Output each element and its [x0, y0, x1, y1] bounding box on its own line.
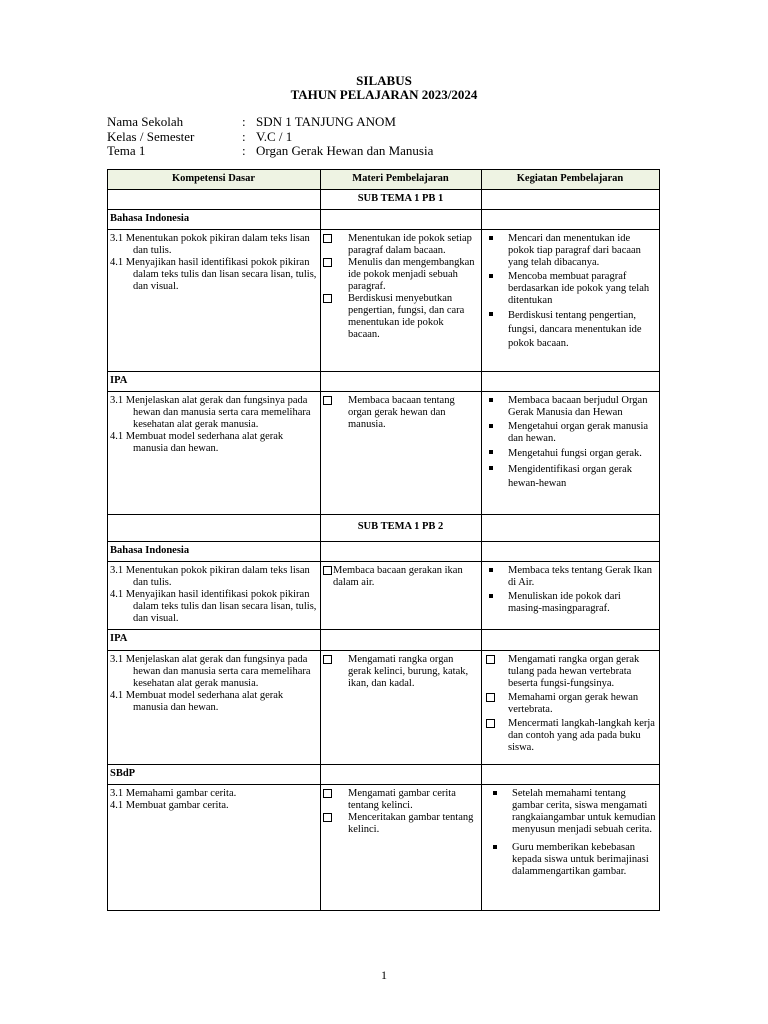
materi-cell	[321, 785, 482, 911]
checkbox-square-icon	[323, 258, 332, 267]
materi-text: Berdiskusi menyebutkan pengertian, fungsi, dan cara menentukan ide pokok bacaan.	[348, 293, 465, 340]
class-info-row	[107, 130, 433, 145]
list-item	[484, 421, 656, 445]
list-item	[323, 812, 478, 836]
list-item	[323, 654, 478, 690]
empty-cell	[321, 210, 482, 230]
table-row	[108, 785, 660, 911]
kd-cell	[108, 230, 321, 372]
info-separator: :	[242, 143, 246, 158]
checkbox-square-icon	[323, 396, 332, 405]
subject-row	[108, 765, 660, 785]
info-label: Kelas / Semester	[107, 128, 195, 144]
kd-item: 3.1 Menentukan pokok pikiran dalam teks lisan dan tulis.	[110, 233, 310, 256]
empty-cell	[321, 542, 482, 562]
bullet-square-icon	[489, 274, 493, 278]
list-item	[323, 233, 478, 257]
kd-cell	[108, 392, 321, 515]
kd-cell	[108, 785, 321, 911]
bullet-square-icon	[489, 236, 493, 240]
kegiatan-text: Mengamati rangka organ gerak tulang pada hewan vertebrata beserta fungsi-fungsinya.	[508, 654, 640, 689]
empty-cell	[482, 190, 660, 210]
theme-info-row	[107, 144, 433, 159]
kegiatan-text: Mencari dan menentukan ide pokok tiap paragraf dari bacaan yang telah dibacanya.	[508, 233, 641, 268]
kegiatan-cell	[482, 392, 660, 515]
kd-cell	[108, 651, 321, 765]
kegiatan-text: Membaca bacaan berjudul Organ Gerak Manusia dan Hewan	[508, 395, 648, 418]
checkbox-square-icon	[323, 813, 332, 822]
column-header-kd: Kompetensi Dasar	[108, 170, 321, 190]
info-value: V.C / 1	[256, 128, 293, 144]
subject-label: IPA	[108, 372, 321, 392]
kd-item: 4.1 Menyajikan hasil identifikasi pokok pikiran dalam teks tulis dan lisan secara lisan, tulis, dan visual.	[110, 257, 317, 292]
kegiatan-cell	[482, 562, 660, 630]
materi-text: Menulis dan mengembangkan ide pokok menjadi sebuah paragraf.	[348, 257, 475, 292]
empty-cell	[321, 372, 482, 392]
bullet-square-icon	[489, 424, 493, 428]
empty-cell	[482, 765, 660, 785]
table-row	[108, 562, 660, 630]
kd-item: 3.1 Memahami gambar cerita.	[110, 788, 237, 799]
kd-cell	[108, 562, 321, 630]
school-info-row	[107, 115, 433, 130]
school-info	[107, 115, 433, 159]
empty-cell	[321, 765, 482, 785]
materi-text: Menentukan ide pokok setiap paragraf dalam bacaan.	[348, 233, 472, 256]
kegiatan-text: Mengetahui organ gerak manusia dan hewan.	[508, 421, 649, 444]
empty-cell	[482, 630, 660, 651]
materi-text: Mengamati rangka organ gerak kelinci, burung, katak, ikan, dan kadal.	[348, 654, 469, 689]
kd-item: 3.1 Menjelaskan alat gerak dan fungsinya pada hewan dan manusia serta cara memelihara kesehatan alat gerak manusia.	[110, 395, 311, 430]
subject-label: Bahasa Indonesia	[108, 542, 321, 562]
list-item	[484, 591, 656, 615]
list-item	[484, 395, 656, 419]
list-item	[323, 395, 478, 431]
checkbox-square-icon	[323, 566, 332, 575]
materi-cell	[321, 562, 482, 630]
column-header-materi: Materi Pembelajaran	[321, 170, 482, 190]
kegiatan-cell	[482, 230, 660, 372]
kegiatan-text: Guru memberikan kebebasan kepada siswa untuk berimajinasi dalammengartikan gambar.	[512, 842, 649, 877]
empty-cell	[108, 515, 321, 542]
subtheme-label: SUB TEMA 1 PB 2	[321, 515, 482, 542]
list-item	[484, 692, 656, 716]
table-row	[108, 230, 660, 372]
kd-item: 4.1 Menyajikan hasil identifikasi pokok pikiran dalam teks tulis dan lisan secara lisan, tulis, dan visual.	[110, 589, 317, 624]
syllabus-table	[107, 169, 660, 911]
list-item	[484, 309, 656, 351]
materi-cell	[321, 651, 482, 765]
checkbox-square-icon	[323, 234, 332, 243]
subtheme-label: SUB TEMA 1 PB 1	[321, 190, 482, 210]
empty-cell	[482, 210, 660, 230]
empty-cell	[482, 372, 660, 392]
kegiatan-cell	[482, 651, 660, 765]
info-value: Organ Gerak Hewan dan Manusia	[256, 143, 434, 158]
list-item	[323, 293, 478, 341]
bullet-square-icon	[489, 594, 493, 598]
info-label: Tema 1	[107, 143, 146, 158]
checkbox-square-icon	[486, 719, 495, 728]
checkbox-square-icon	[323, 789, 332, 798]
kegiatan-text: Mencoba membuat paragraf berdasarkan ide pokok yang telah ditentukan	[508, 271, 650, 306]
list-item	[484, 654, 656, 690]
table-row	[108, 651, 660, 765]
document-subtitle: TAHUN PELAJARAN 2023/2024	[290, 87, 478, 102]
list-item	[484, 565, 656, 589]
column-header-kegiatan: Kegiatan Pembelajaran	[482, 170, 660, 190]
checkbox-square-icon	[486, 655, 495, 664]
bullet-square-icon	[489, 466, 493, 470]
empty-cell	[108, 190, 321, 210]
info-separator: :	[242, 128, 246, 144]
list-item	[323, 788, 478, 812]
info-value: SDN 1 TANJUNG ANOM	[256, 114, 396, 129]
subject-row	[108, 372, 660, 392]
subject-label: Bahasa Indonesia	[108, 210, 321, 230]
table-header-row	[108, 170, 660, 190]
kd-item: 3.1 Menjelaskan alat gerak dan fungsinya pada hewan dan manusia serta cara memelihara kesehatan alat gerak manusia.	[110, 654, 311, 689]
subtheme-row	[108, 515, 660, 542]
subject-label: IPA	[108, 630, 321, 651]
subject-row	[108, 542, 660, 562]
subject-row	[108, 210, 660, 230]
subject-label: SBdP	[108, 765, 321, 785]
kegiatan-text: Berdiskusi tentang pengertian, fungsi, dancara menentukan ide pokok bacaan.	[508, 310, 642, 349]
list-item	[484, 447, 656, 461]
materi-cell	[321, 392, 482, 515]
list-item	[488, 842, 656, 878]
info-label: Nama Sekolah	[107, 114, 184, 129]
materi-text: Membaca bacaan tentang organ gerak hewan dan manusia.	[348, 395, 455, 430]
bullet-square-icon	[493, 845, 497, 849]
empty-cell	[482, 542, 660, 562]
bullet-square-icon	[493, 791, 497, 795]
subtheme-row	[108, 190, 660, 210]
checkbox-square-icon	[323, 655, 332, 664]
bullet-square-icon	[489, 312, 493, 316]
document-title: SILABUS	[356, 73, 412, 88]
kegiatan-cell	[482, 785, 660, 911]
empty-cell	[321, 630, 482, 651]
checkbox-square-icon	[323, 294, 332, 303]
kegiatan-text: Memahami organ gerak hewan vertebrata.	[508, 692, 639, 715]
bullet-square-icon	[489, 450, 493, 454]
kd-item: 4.1 Membuat gambar cerita.	[110, 800, 229, 811]
checkbox-square-icon	[486, 693, 495, 702]
subject-row	[108, 630, 660, 651]
kegiatan-text: Setelah memahami tentang gambar cerita, siswa mengamati rangkaiangambar untuk kemudian menyusun menjadi sebuah cerita.	[512, 788, 656, 835]
empty-cell	[482, 515, 660, 542]
list-item	[323, 565, 478, 589]
list-item	[484, 463, 656, 491]
materi-text: Membaca bacaan gerakan ikan dalam air.	[333, 565, 463, 588]
kd-item: 4.1 Membuat model sederhana alat gerak manusia dan hewan.	[110, 690, 284, 713]
list-item	[484, 718, 656, 754]
materi-cell	[321, 230, 482, 372]
list-item	[484, 233, 656, 269]
kegiatan-text: Menuliskan ide pokok dari masing-masingparagraf.	[508, 591, 621, 614]
materi-text: Mengamati gambar cerita tentang kelinci.	[348, 788, 456, 811]
bullet-square-icon	[489, 568, 493, 572]
table-row	[108, 392, 660, 515]
info-separator: :	[242, 114, 246, 129]
kd-item: 4.1 Membuat model sederhana alat gerak manusia dan hewan.	[110, 431, 284, 454]
kegiatan-text: Mengidentifikasi organ gerak hewan-hewan	[508, 464, 633, 489]
kegiatan-text: Mengetahui fungsi organ gerak.	[508, 448, 642, 459]
kegiatan-text: Mencermati langkah-langkah kerja dan contoh yang ada pada buku siswa.	[508, 718, 655, 753]
kegiatan-text: Membaca teks tentang Gerak Ikan di Air.	[508, 565, 653, 588]
materi-text: Menceritakan gambar tentang kelinci.	[348, 812, 474, 835]
list-item	[323, 257, 478, 293]
kd-item: 3.1 Menentukan pokok pikiran dalam teks lisan dan tulis.	[110, 565, 310, 588]
list-item	[488, 788, 656, 836]
page-number: 1	[381, 968, 387, 982]
bullet-square-icon	[489, 398, 493, 402]
list-item	[484, 271, 656, 307]
